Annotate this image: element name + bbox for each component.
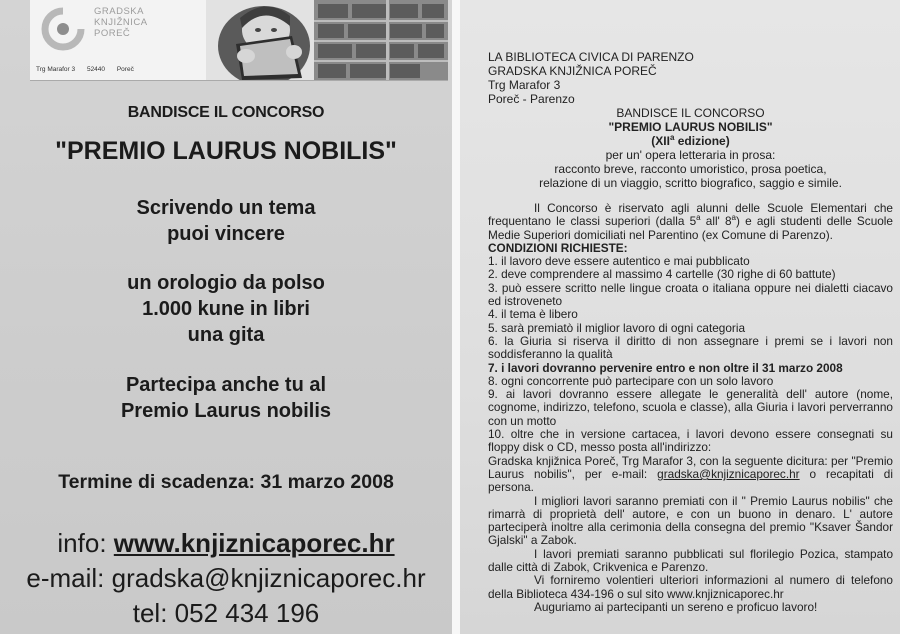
right-announcement-page xyxy=(460,0,900,634)
condition-item: 3. può essere scritto nelle lingue croata o italiana oppure nei dialetti ciacavo ed istroveneto xyxy=(488,280,893,309)
library-name xyxy=(94,6,174,39)
right-body-text xyxy=(488,202,893,614)
prizes-paragraph: I migliori lavori saranno premiati con il " Premio Laurus nobilis" che rimarrà di proprietà dell' autore, e con un buono in denaro. L' autore parteciperà inoltre alla cerimonia della consegna del premio "Ksaver Šandor Gjalski" a Zabok. xyxy=(488,493,893,548)
condition-item: 5. sarà premiatò il miglior lavoro di ogni categoria xyxy=(488,320,746,335)
info-paragraph: Vi forniremo volentieri ulteriori informazioni al numero di telefono della Biblioteca 434-196 o sul sito www.knjiznicaporec.hr xyxy=(488,573,893,601)
left-deadline: Termine di scadenza: 31 marzo 2008 xyxy=(58,471,394,493)
intro-part1: Il Concorso è riservato agli alunni delle Scuole Elementari che frequentano le classi superiori (dalla 5 xyxy=(488,201,893,229)
edition-close: edizione) xyxy=(674,134,730,148)
address-postcode: 52440 xyxy=(86,66,106,73)
wishes-paragraph: Auguriamo ai partecipanti un sereno e proficuo lavoro! xyxy=(534,599,818,614)
left-prize-books: 1.000 kune in libri xyxy=(142,298,310,320)
edition-open: (XII xyxy=(651,134,670,148)
address-city: Poreč xyxy=(116,66,134,73)
condition-item: 8. ogni concorrente può partecipare con un solo lavoro xyxy=(488,373,774,388)
intro-part3: ) e agli studenti delle Scuole Medie Superiori domiciliati nel Parentino (ex Comune di Parenzo). xyxy=(488,214,893,242)
reading-girl-photo xyxy=(206,0,448,80)
right-header-line1: LA BIBLIOTECA CIVICA DI PARENZO xyxy=(488,50,694,64)
condition-item: 4. il tema è libero xyxy=(488,307,578,322)
condition-item-deadline: 7. i lavori dovranno pervenire entro e non oltre il 31 marzo 2008 xyxy=(488,360,843,375)
right-header-line2: GRADSKA KNJIŽNICA POREČ xyxy=(488,64,657,78)
condition-item: 9. ai lavori dovranno essere allegate le generalità dell' autore (nome, cognome, indirizzo, telefono, scuola e classe), alla Giuria i lavori perverranno con un motto xyxy=(488,387,893,428)
right-header-line4: Poreč - Parenzo xyxy=(488,92,575,106)
library-name-line2: KNJIŽNICA xyxy=(94,17,148,28)
right-genres-line2: relazione di un viaggio, scritto biografico, saggio e simile. xyxy=(539,176,842,190)
condition-item: 6. la Giuria si riserva il diritto di non assegnare i premi se i lavori non soddisferanno la qualità xyxy=(488,333,893,362)
right-per-opera: per un' opera letteraria in prosa: xyxy=(605,148,776,162)
intro-sup1: a xyxy=(696,213,701,223)
right-contest-title: "PREMIO LAURUS NOBILIS" xyxy=(608,120,773,134)
left-phone-line: tel: 052 434 196 xyxy=(132,598,320,628)
intro-part2: all' 8 xyxy=(700,214,732,229)
condition-item: 10. oltre che in versione cartacea, i lavori devono essere consegnati su floppy disk o CD, messo posta all'indirizzo: xyxy=(488,427,893,455)
left-partecipa-line1: Partecipa anche tu al xyxy=(125,374,327,396)
right-header-line3: Trg Marafor 3 xyxy=(488,78,561,92)
library-banner xyxy=(30,0,448,81)
left-scrivendo-line2: puoi vincere xyxy=(167,223,285,245)
condition-item: 1. il lavoro deve essere autentico e mai pubblicato xyxy=(488,254,750,269)
left-info-line xyxy=(0,528,452,558)
intro-paragraph xyxy=(488,202,893,242)
left-contest-title: "PREMIO LAURUS NOBILIS" xyxy=(55,137,397,165)
publish-paragraph: I lavori premiati saranno pubblicati sul florilegio Pozica, stampato dalle città di Zabok, Crikvenica e Parenzo. xyxy=(488,546,893,575)
left-email-line: e-mail: gradska@knjiznicaporec.hr xyxy=(26,563,426,593)
right-bandisce-heading: BANDISCE IL CONCORSO xyxy=(616,106,765,120)
delivery-paragraph xyxy=(488,455,893,495)
library-name-line3: POREČ xyxy=(94,28,131,39)
left-prize-trip: una gita xyxy=(187,324,265,346)
conditions-heading: CONDIZIONI RICHIESTE: xyxy=(488,240,628,255)
delivery-part2: o recapitati di persona. xyxy=(488,466,893,495)
edition-sup: a xyxy=(669,133,675,142)
info-website-link[interactable]: www.knjiznicaporec.hr xyxy=(113,528,395,558)
info-label: info: xyxy=(57,528,107,558)
delivery-email-link[interactable]: gradska@knjiznicaporec.hr xyxy=(657,466,800,481)
left-scrivendo-line1: Scrivendo un tema xyxy=(136,197,316,219)
library-logo-icon xyxy=(40,6,86,52)
library-name-line1: GRADSKA xyxy=(94,6,144,17)
intro-sup2: a xyxy=(731,213,736,223)
condition-item: 2. deve comprendere al massimo 4 cartelle (30 righe di 60 battute) xyxy=(488,267,836,282)
left-prize-watch: un orologio da polso xyxy=(127,272,325,294)
right-genres-line1: racconto breve, racconto umoristico, prosa poetica, xyxy=(554,162,827,176)
right-edition xyxy=(488,134,893,148)
banner-address xyxy=(36,66,144,73)
left-bandisce-heading: BANDISCE IL CONCORSO xyxy=(127,104,325,121)
address-street: Trg Marafor 3 xyxy=(36,66,76,73)
left-partecipa-line2: Premio Laurus nobilis xyxy=(120,400,332,422)
delivery-part1: Gradska knjižnica Poreč, Trg Marafor 3, con la seguente dicitura: per "Premio Laurus nobilis", per e-mail: xyxy=(488,453,893,481)
